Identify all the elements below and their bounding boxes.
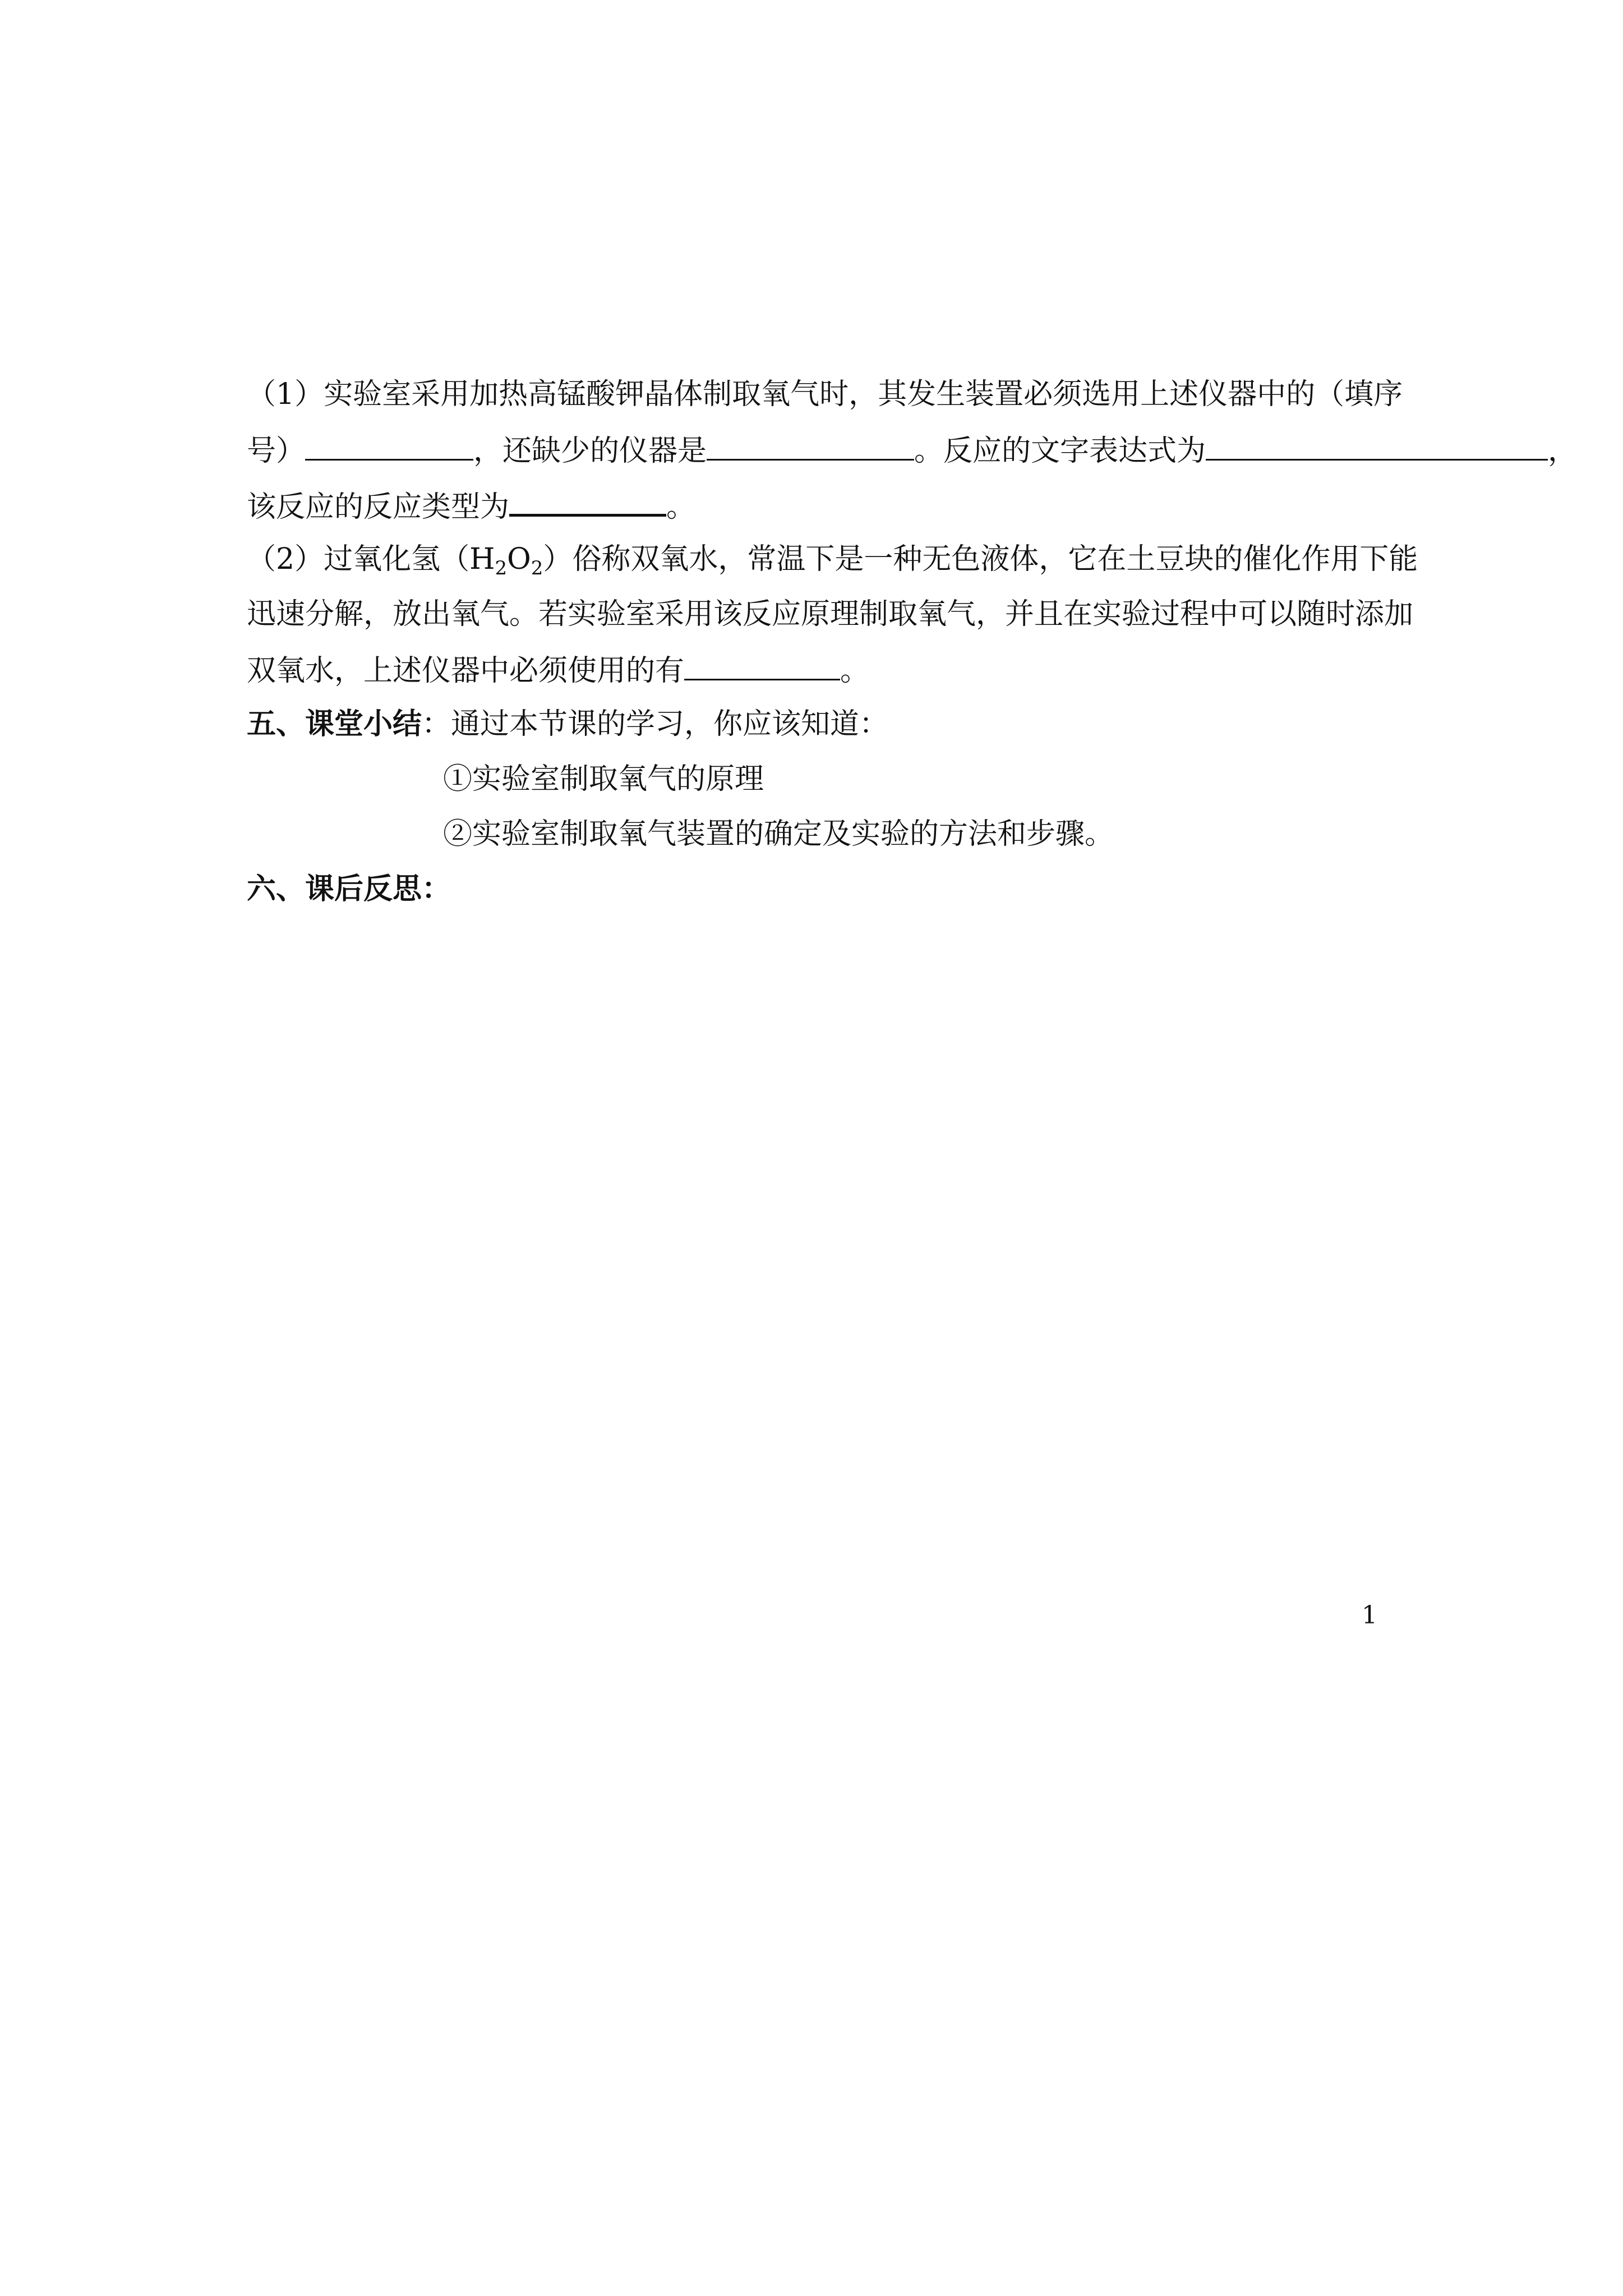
- subscript: 2: [531, 557, 543, 579]
- question-1-text: ，: [1548, 434, 1578, 468]
- question-1-line-3: [247, 485, 695, 527]
- question-2-text: O: [507, 542, 531, 576]
- summary-item-1: [443, 760, 764, 799]
- answer-blank-sequence-numbers[interactable]: [305, 430, 473, 461]
- question-1-text: 号）: [247, 434, 306, 468]
- question-2-text: （2）过氧化氢（H: [247, 542, 495, 576]
- section-heading: 六、课后反思：: [247, 872, 451, 906]
- question-2-line-1: [247, 540, 1418, 588]
- question-2-text: ）俗称双氧水，常温下是一种无色液体，它在土豆块的催化作用下能: [543, 542, 1418, 576]
- question-1-text: 。: [666, 490, 696, 524]
- answer-blank-word-equation[interactable]: [1206, 430, 1548, 461]
- summary-item-2: [443, 815, 1114, 854]
- answer-blank-missing-instrument[interactable]: [707, 430, 914, 461]
- question-1-text: 。反应的文字表达式为: [914, 434, 1206, 468]
- answer-blank-reaction-type[interactable]: [509, 485, 666, 517]
- question-1-line-1: [247, 375, 1403, 414]
- question-1-text: 该反应的反应类型为: [247, 490, 510, 524]
- summary-intro: ：通过本节课的学习，你应该知道：: [422, 707, 889, 741]
- reflection-heading-line: [247, 869, 451, 909]
- question-1-text: （1）实验室采用加热高锰酸钾晶体制取氧气时，其发生装置必须选用上述仪器中的（填序: [247, 378, 1403, 411]
- question-2-text: 。: [840, 654, 870, 688]
- answer-blank-required-instruments[interactable]: [684, 650, 840, 680]
- section-heading: 五、课堂小结: [247, 707, 422, 741]
- summary-item-text: ①实验室制取氧气的原理: [443, 762, 764, 796]
- question-1-line-2: [247, 430, 1577, 471]
- question-1-text: ，还缺少的仪器是: [473, 434, 707, 468]
- question-2-text: 双氧水，上述仪器中必须使用的有: [247, 654, 685, 688]
- question-2-text: 迅速分解，放出氧气。若实验室采用该反应原理制取氧气，并且在实验过程中可以随时添加: [247, 597, 1414, 631]
- subscript: 2: [495, 557, 508, 579]
- question-2-line-2: [247, 595, 1413, 634]
- page-number: 1: [1362, 1601, 1377, 1630]
- question-2-line-3: [247, 650, 869, 691]
- summary-item-text: ②实验室制取氧气装置的确定及实验的方法和步骤。: [443, 817, 1114, 851]
- summary-heading-line: [247, 705, 888, 744]
